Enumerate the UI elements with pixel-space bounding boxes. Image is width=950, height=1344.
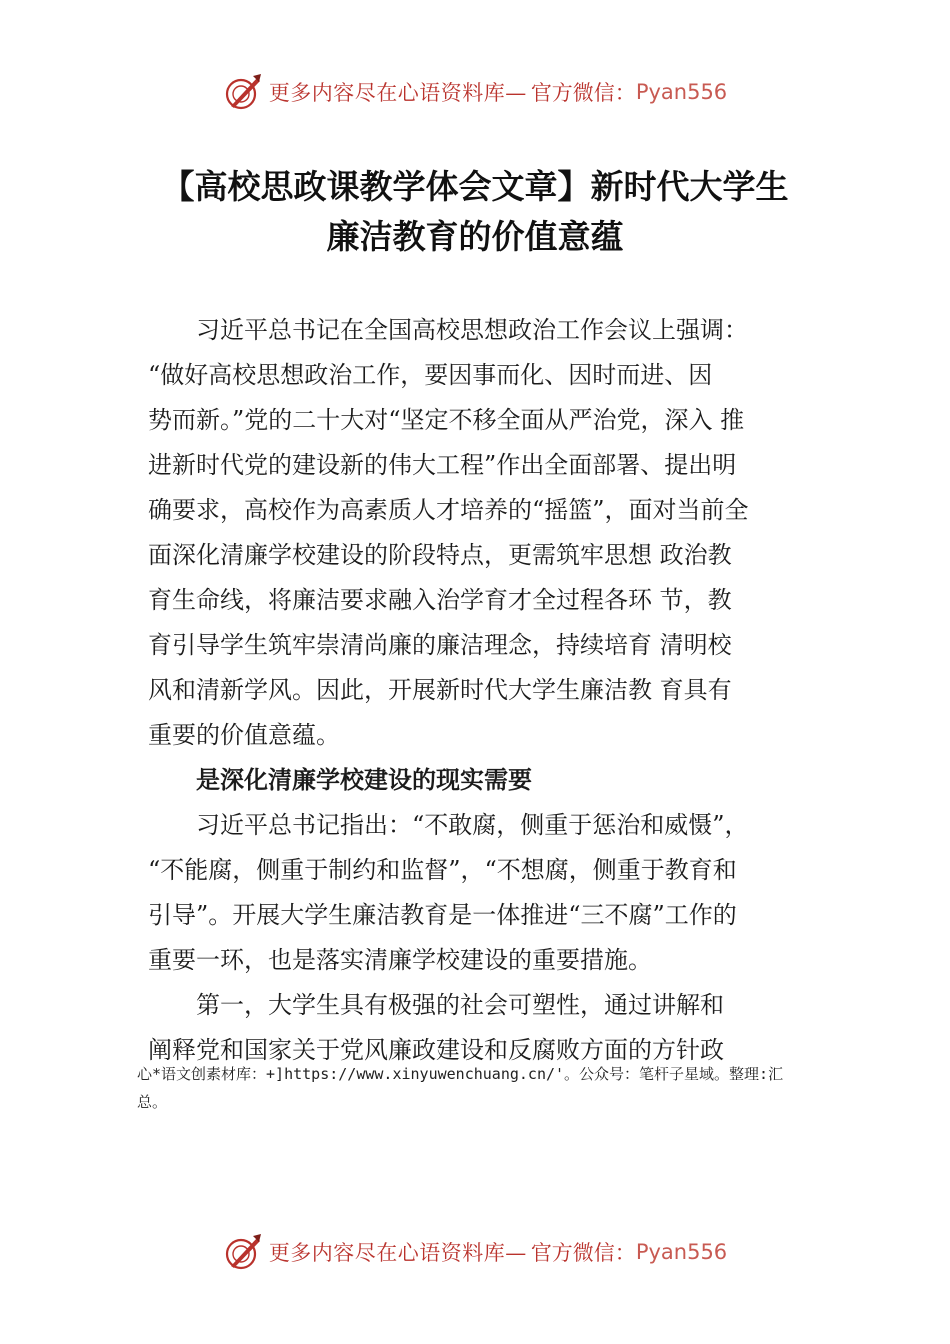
body-line: 进新时代党的建设新的伟大工程”作出全面部署、提出明 <box>148 451 737 479</box>
body-line: 育生命线，将廉洁要求融入治学育才全过程各环 节，教 <box>148 586 732 614</box>
source-note-line-2: 总。 <box>137 1093 168 1111</box>
body-line: 第一，大学生具有极强的社会可塑性，通过讲解和 <box>148 991 724 1019</box>
title-line-2: 廉洁教育的价值意蕴 <box>326 217 624 256</box>
banner-wechat-label: 官方微信： <box>530 81 636 105</box>
source-note <box>137 1060 837 1116</box>
body-line: 风和清新学风。因此，开展新时代大学生廉洁教 育具有 <box>148 676 732 704</box>
body-line: 势而新。”党的二十大对“坚定不移全面从严治党，深入 推 <box>148 406 745 434</box>
banner-wechat-id: Pyan556 <box>635 80 728 104</box>
body-line: 面深化清廉学校建设的阶段特点，更需筑牢思想 政治教 <box>148 541 732 569</box>
body-line: 引导”。开展大学生廉洁教育是一体推进“三不腐”工作的 <box>148 901 737 929</box>
section-heading: 是深化清廉学校建设的现实需要 <box>148 766 532 794</box>
banner-wechat-id: Pyan556 <box>635 1240 728 1264</box>
body-line: “做好高校思想政治工作，要因事而化、因时而进、因 <box>148 361 713 389</box>
body-line: 重要的价值意蕴。 <box>148 721 340 749</box>
document-title <box>60 162 890 262</box>
body-line: 习近平总书记在全国高校思想政治工作会议上强调： <box>148 316 748 344</box>
footer-banner <box>0 1230 950 1274</box>
pen-logo-icon <box>223 1232 263 1272</box>
body-line: “不能腐，侧重于制约和监督”，“不想腐，侧重于教育和 <box>148 856 737 884</box>
header-banner <box>0 70 950 114</box>
body-line: 重要一环，也是落实清廉学校建设的重要措施。 <box>148 946 652 974</box>
banner-text: 更多内容尽在心语资料库— <box>268 81 527 105</box>
body-line: 阐释党和国家关于党风廉政建设和反腐败方面的方针政 <box>148 1036 724 1064</box>
article-body <box>148 308 838 1073</box>
body-line: 确要求，高校作为高素质人才培养的“摇篮”，面对当前全 <box>148 496 749 524</box>
body-line: 习近平总书记指出：“不敢腐，侧重于惩治和威慑”， <box>148 811 749 839</box>
banner-wechat-label: 官方微信： <box>530 1241 636 1265</box>
body-line: 育引导学生筑牢崇清尚廉的廉洁理念，持续培育 清明校 <box>148 631 732 659</box>
title-line-1: 【高校思政课教学体会文章】新时代大学生 <box>161 167 789 206</box>
pen-logo-icon <box>223 72 263 112</box>
source-note-line-1: 心*语文创素材库：+]https://www.xinyuwenchuang.cn/'。公众号：笔杆子星域。整理:汇 <box>137 1065 784 1083</box>
banner-text: 更多内容尽在心语资料库— <box>268 1241 527 1265</box>
